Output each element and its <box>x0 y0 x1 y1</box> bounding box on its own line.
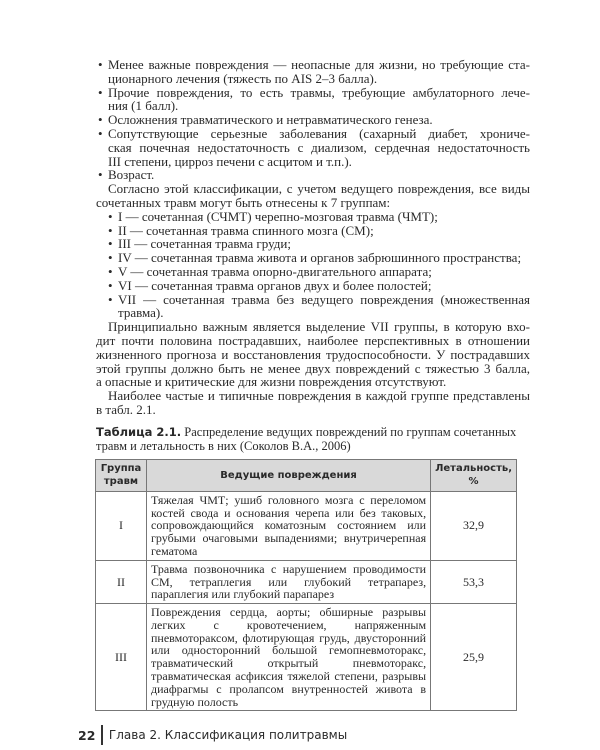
table-label: Таблица 2.1. <box>96 424 182 439</box>
header-group: Группа травм <box>96 459 147 491</box>
list-item <box>96 127 530 168</box>
text-line: жизненного прогноза и восстановления трудоспособности. У пострадавших <box>96 346 530 362</box>
text-line: • IV — сочетанная травма живота и органов забрюшинного пространства; <box>96 251 530 265</box>
table-row <box>96 604 517 711</box>
group-cell: III <box>96 604 147 711</box>
table-caption-text: Распределение ведущих повреждений по группам сочетанных травм и летальность в них (Соколов В.А., 2006) <box>96 424 517 454</box>
text-line: • II — сочетанная травма спинного мозга (СМ); <box>96 224 530 238</box>
text-line: • Осложнения травматического и нетравматического генеза. <box>96 113 530 127</box>
text-line: • VI — сочетанная травма органов двух и более полостей; <box>96 279 530 293</box>
text-line: Принципиально важным является выделение VII группы, в которую вхо- <box>108 319 530 335</box>
paragraph <box>96 389 530 417</box>
list-item <box>96 210 530 224</box>
text-line: ская почечная недостаточность с диализом, сердечная недостаточность <box>108 139 530 155</box>
table-header-row <box>96 459 517 491</box>
list-item <box>96 279 530 293</box>
injury-table <box>95 459 517 712</box>
table-row <box>96 560 517 603</box>
mortality-cell: 25,9 <box>431 604 517 711</box>
list-item <box>96 224 530 238</box>
page-number: 22 <box>78 727 96 743</box>
paragraph <box>96 320 530 389</box>
injuries-cell: Тяжелая ЧМТ; ушиб головного мозга с переломом костей свода и основания черепа или без таковых, сопровождающийся коматозным состоянием или грубыми очаговыми выпадениями; внутричерепная гематома <box>147 491 431 560</box>
group-cell: II <box>96 560 147 603</box>
group-cell: I <box>96 491 147 560</box>
injuries-cell: Повреждения сердца, аорты; обширные разрывы легких с кровотечением, напряженным пневмотораксом, флотирующая грудь, двусторонний или односторонний большой гемопневмоторакс, травматический открытый пневмоторакс, травматическая асфиксия тяжелой степени, разрывы диафрагмы с пролапсом внутренностей живота в грудную полость <box>147 604 431 711</box>
text-line: • Менее важные повреждения — неопасные для жизни, но требующие ста- <box>96 58 530 72</box>
list-item <box>96 293 530 321</box>
text-line: дит почти половина пострадавших, наиболее перспективных в отношении <box>96 332 530 348</box>
list-item <box>96 237 530 251</box>
list-item <box>96 86 530 114</box>
injuries-cell: Травма позвоночника с нарушением проводимости СМ, тетраплегия или глубокий тетрапарез, параплегия или глубокий парапарез <box>147 560 431 603</box>
text-line: • VII — сочетанная травма без ведущего повреждения (множественная <box>96 293 530 307</box>
list-item <box>96 265 530 279</box>
text-line: • Возраст. <box>96 168 530 182</box>
header-injuries: Ведущие повреждения <box>147 459 431 491</box>
list-item <box>96 113 530 127</box>
text-line: ния (1 балл). <box>108 98 179 114</box>
mortality-cell: 32,9 <box>431 491 517 560</box>
text-line: • III — сочетанная травма груди; <box>96 237 530 251</box>
paragraph <box>96 182 530 210</box>
footer-divider <box>101 725 103 745</box>
body-text <box>96 58 530 417</box>
text-line: III степени, цирроз печени с асцитом и т.п.). <box>108 153 352 169</box>
header-mortality: Летальность, % <box>431 459 517 491</box>
text-line: в табл. 2.1. <box>96 401 156 417</box>
text-line: травма). <box>118 305 164 321</box>
text-line: • I — сочетанная (СЧМТ) черепно-мозговая травма (ЧМТ); <box>96 210 530 224</box>
text-line: сочетанных травм могут быть отнесены к 7 группам: <box>96 194 391 210</box>
text-line: • Прочие повреждения, то есть травмы, требующие амбулаторного лече- <box>96 86 530 100</box>
text-line: ционарного лечения (тяжесть по AIS 2–3 балла). <box>108 70 378 86</box>
mortality-cell: 53,3 <box>431 560 517 603</box>
table-row <box>96 491 517 560</box>
text-line: • Сопутствующие серьезные заболевания (сахарный диабет, хрониче- <box>96 127 530 141</box>
list-item <box>96 168 530 182</box>
page-footer <box>78 725 530 745</box>
text-line: этой группы должно быть не менее двух повреждений с тяжестью 3 балла, <box>96 360 530 376</box>
table-caption <box>96 425 526 454</box>
text-line: • V — сочетанная травма опорно-двигательного аппарата; <box>96 265 530 279</box>
chapter-title: Глава 2. Классификация политравмы <box>108 728 348 743</box>
list-item <box>96 251 530 265</box>
page <box>78 57 530 745</box>
text-line: а опасные и критические для жизни повреждения отсутствуют. <box>96 374 447 390</box>
text-line: Согласно этой классификации, с учетом ведущего повреждения, все виды <box>108 181 530 197</box>
text-line: Наиболее частые и типичные повреждения в каждой группе представлены <box>108 388 530 404</box>
list-item <box>96 58 530 86</box>
